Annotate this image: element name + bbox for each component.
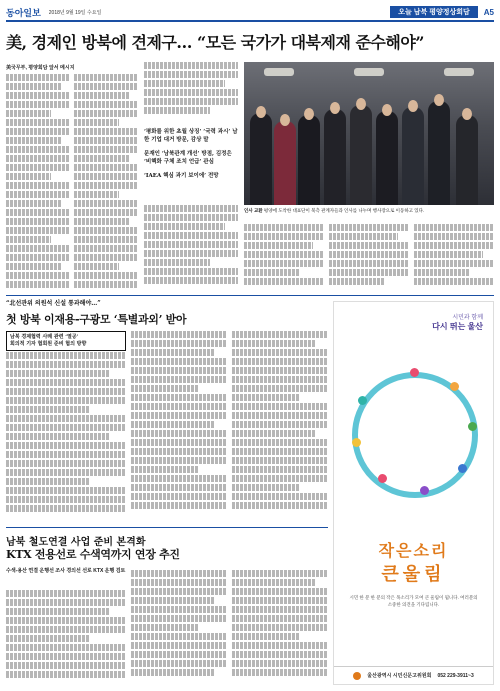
ad-title-line-2: 큰울림 (381, 564, 446, 585)
ad-slogan-line-1: 시민과 함께 (452, 315, 483, 321)
middle-story-body-col-3 (232, 331, 328, 522)
organization-logo-icon (353, 672, 361, 680)
top-subhead: 美국무부, 평양회담 앞서 메시지 (6, 65, 75, 71)
bottom-divider (6, 527, 328, 528)
middle-subhead-2: 회의적 기자 협회원 준비 협의 방향 (10, 341, 87, 347)
ad-footer (334, 666, 493, 684)
top-story-body-col-5 (244, 224, 324, 292)
issue-date: 2018년 9월 19일 수요일 (48, 9, 102, 16)
masthead (6, 4, 494, 22)
ad-title-line-1: 작은소리 (378, 541, 449, 560)
photo-caption-text: 평양에 도착한 대표단이 북측 관계자들과 인사를 나누며 행사장으로 이동하고 있다. (263, 208, 425, 213)
top-headline: 美, 경제인 방북에 견제구… “모든 국가가 대북제재 준수해야” (6, 33, 425, 52)
section-divider (6, 295, 494, 296)
bottom-headline-2: KTX 전용선로 수색역까지 연장 추진 (6, 548, 180, 561)
ad-people-ring-illustration (352, 372, 478, 498)
side-headline-2: 문재인 ‘남북관계 개선’ 방점, 김정은 ‘비핵화 구체 조치 언급’ 관심 (144, 151, 232, 165)
bottom-headline-1: 남북 철도연결 사업 준비 본격화 (6, 537, 146, 548)
delegation-photo (244, 62, 494, 205)
side-headline-1: ‘평화를 위한 초월 상징’ ‘국력 과시’ 남한 기업 대거 방문, 감상 말 (144, 129, 238, 143)
ad-phone: 052 229-3911~3 (437, 672, 474, 679)
middle-headline: 첫 방북 이재용-구광모 ‘특별과외’ 받아 (6, 313, 187, 326)
bottom-story-body-col-1 (6, 590, 126, 686)
middle-story-body-col-1 (6, 352, 126, 522)
ad-slogan (432, 312, 483, 332)
middle-story-body-col-2 (131, 331, 227, 522)
top-story-body-col-4 (144, 205, 238, 292)
bottom-subhead: 수색-용산 연결 운행선 조사 경의선 선로 KTX 운행 검토 (6, 568, 126, 574)
photo-caption-title: 인사 교환 (244, 208, 263, 213)
top-story-body-col-3 (144, 62, 238, 122)
ad-sponsor: 울산광역시 시민신문고위원회 (367, 673, 432, 679)
middle-kicker: “北선관위 의원석 신설 통과해야…” (6, 300, 101, 307)
top-story-body-col-6 (329, 224, 409, 292)
photo-caption (244, 208, 494, 214)
top-story-body-col-1 (6, 74, 70, 292)
ad-slogan-line-2: 다시 뛰는 울산 (432, 322, 483, 331)
bottom-story-body-col-2 (131, 570, 227, 686)
ad-body-copy: 시민 한 분 한 분의 작은 목소리가 모여 큰 울림이 됩니다. 여러분의 소중한 의견을 기다립니다. (349, 595, 478, 607)
side-headlines (144, 128, 238, 186)
middle-subhead-box (6, 331, 126, 351)
advertisement[interactable] (333, 301, 494, 685)
top-story-body-col-2 (74, 74, 138, 292)
top-story-body-col-7 (414, 224, 494, 292)
middle-subhead-1: 남북 경제협력 사례 관련 ‘열공’ (10, 334, 79, 340)
side-headline-3: ‘IAEA 핵심 과기 보이에’ 전망 (144, 173, 219, 179)
page-number: A5 (483, 7, 494, 17)
newspaper-logo: 동아일보 (6, 7, 41, 18)
section-label: 오늘 남북 평양정상회담 (390, 6, 478, 18)
bottom-story-body-col-3 (232, 570, 328, 686)
